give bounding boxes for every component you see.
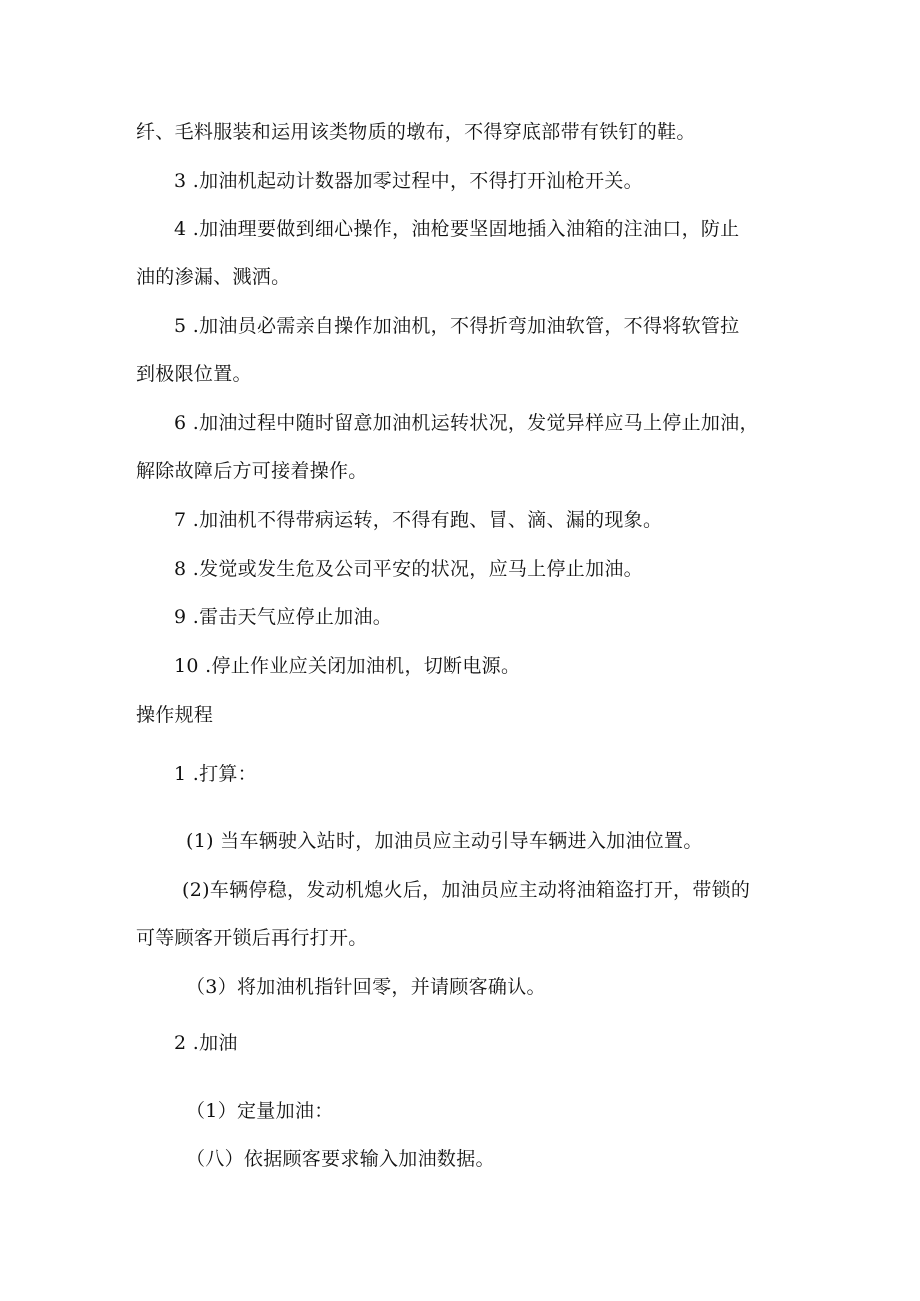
text-line: 到极限位置。 — [136, 363, 252, 385]
text-line: (1) 当车辆驶入站时，加油员应主动引导车辆进入加油位置。 — [186, 830, 703, 852]
text-line: 4 .加油理要做到细心操作，油枪要坚固地插入油箱的注油口，防止 — [174, 218, 740, 240]
text-line: （1）定量加油： — [186, 1100, 334, 1122]
section-heading: 操作规程 — [136, 704, 214, 726]
text-line: 油的渗漏、溅洒。 — [136, 266, 291, 288]
text-line: 2 .加油 — [174, 1032, 238, 1054]
text-line: 解除故障后方可接着操作。 — [136, 460, 368, 482]
text-line: （3）将加油机指针回零，并请顾客确认。 — [186, 976, 546, 998]
text-line: 10 .停止作业应关闭加油机，切断电源。 — [174, 655, 521, 677]
text-line: 8 .发觉或发生危及公司平安的状况，应马上停止加油。 — [174, 558, 643, 580]
text-line: 3 .加油机起动计数器加零过程中，不得打开汕枪开关。 — [174, 170, 643, 192]
text-line: 纤、毛料服装和运用该类物质的墩布，不得穿底部带有铁钉的鞋。 — [136, 121, 696, 143]
text-line: 7 .加油机不得带病运转，不得有跑、冒、滴、漏的现象。 — [174, 509, 663, 531]
text-line: 1 .打算： — [174, 763, 257, 785]
text-line: 可等顾客开锁后再行打开。 — [136, 927, 368, 949]
text-line: 5 .加油员必需亲自操作加油机，不得折弯加油软管，不得将软管拉 — [174, 315, 740, 337]
text-line: 9 .雷击天气应停止加油。 — [174, 606, 393, 628]
text-line: 6 .加油过程中随时留意加油机运转状况，发觉异样应马上停止加油， — [174, 412, 759, 434]
text-line: (2)车辆停稳，发动机熄火后，加油员应主动将油箱盗打开，带锁的 — [182, 879, 751, 901]
text-line: （八）依据顾客要求输入加油数据。 — [186, 1148, 495, 1170]
